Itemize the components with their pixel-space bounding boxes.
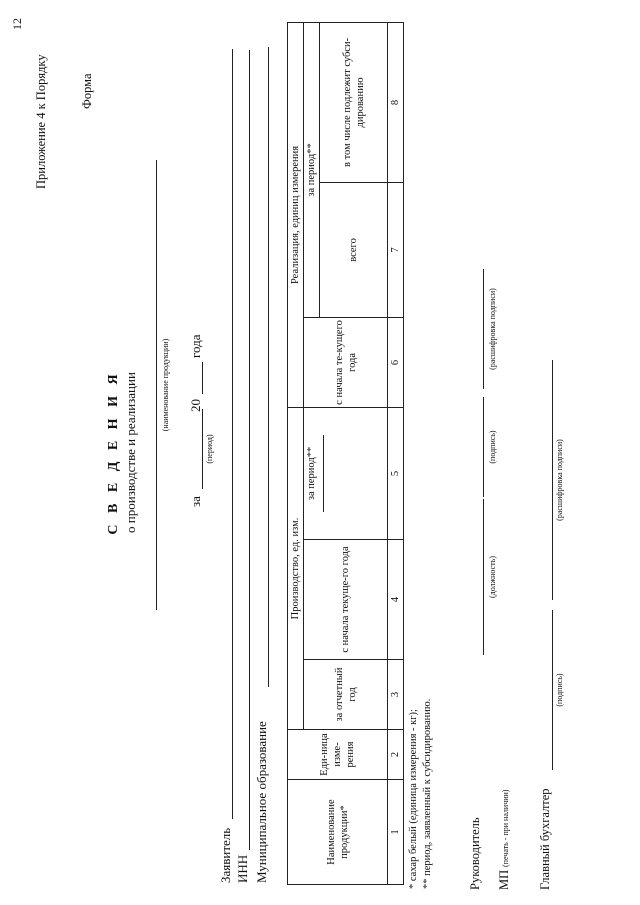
- col-number: 5: [388, 407, 404, 539]
- accountant-label: Главный бухгалтер: [538, 788, 552, 890]
- year-suffix: года: [188, 334, 203, 358]
- header-prod-period: [304, 407, 388, 539]
- year-line[interactable]: [202, 362, 203, 394]
- applicant-line[interactable]: [232, 49, 233, 819]
- period-caption: (период): [205, 434, 214, 464]
- header-sales-since-start: с начала те-кущего года: [304, 317, 388, 407]
- inn-line[interactable]: [249, 50, 250, 850]
- product-name-line[interactable]: [156, 160, 157, 610]
- head-signature-line[interactable]: [483, 397, 484, 497]
- header-production-group: Производство, ед. изм.: [288, 407, 304, 729]
- header-sales-period: за период**: [304, 22, 320, 317]
- header-prod-year: за отчетный год: [304, 660, 388, 730]
- col-number: 6: [388, 317, 404, 407]
- production-sales-table: [287, 22, 404, 885]
- footnote-sugar: * сахар белый (единица измерения - кг);: [408, 709, 419, 889]
- inn-label: ИНН: [235, 854, 250, 883]
- col-number: 3: [388, 660, 404, 730]
- head-signature-caption: (подпись): [488, 430, 497, 464]
- form-label: Форма: [80, 73, 94, 109]
- municipality-label: Муниципальное образование: [254, 721, 269, 883]
- accountant-decoding-line[interactable]: [552, 360, 553, 600]
- footnote-period: ** период, заявленный к субсидированию.: [422, 698, 433, 889]
- head-label: Руководитель: [468, 817, 482, 890]
- header-unit: Еди-ница изме-рения: [288, 730, 388, 780]
- col-number: 1: [388, 780, 404, 885]
- stamp-label: МП: [497, 869, 511, 890]
- product-name-caption: (наименование продукции): [161, 338, 170, 432]
- municipality-line[interactable]: [268, 47, 269, 687]
- head-decoding-line[interactable]: [483, 269, 484, 389]
- prod-period-label: за период**: [306, 446, 318, 501]
- head-decoding-caption: (расшифровка подписи): [488, 288, 497, 370]
- accountant-signature-caption: (подпись): [555, 673, 564, 707]
- head-position-line[interactable]: [483, 499, 484, 655]
- document-subtitle: о производстве и реализации: [123, 372, 138, 533]
- header-product: Наименование продукции*: [288, 780, 388, 885]
- period-line[interactable]: [202, 409, 203, 489]
- prod-period-line[interactable]: [323, 435, 324, 511]
- col-number: 7: [388, 182, 404, 317]
- accountant-signature-line[interactable]: [552, 610, 553, 770]
- header-sales-subsidized: в том числе подлежит субси-дированию: [320, 22, 388, 182]
- header-sales-total: всего: [320, 182, 388, 317]
- appendix-label: Приложение 4 к Порядку: [34, 54, 48, 189]
- accountant-decoding-caption: (расшифровка подписи): [555, 439, 564, 521]
- col-number: 4: [388, 540, 404, 660]
- document-title: С В Е Д Е Н И Я: [106, 370, 121, 535]
- applicant-label: Заявитель: [218, 827, 233, 883]
- za-label: за: [188, 496, 203, 507]
- col-number: 8: [388, 22, 404, 182]
- column-number-row: [388, 22, 404, 884]
- year-prefix: 20: [188, 399, 203, 412]
- header-prod-since-start: с начала текуще-го года: [304, 540, 388, 660]
- page-number: 12: [10, 18, 24, 30]
- head-position-caption: (должность): [488, 556, 497, 598]
- col-number: 2: [388, 730, 404, 780]
- header-sales-group: Реализация, единиц измерения: [288, 22, 304, 407]
- stamp-note: (печать - при наличии): [501, 789, 510, 867]
